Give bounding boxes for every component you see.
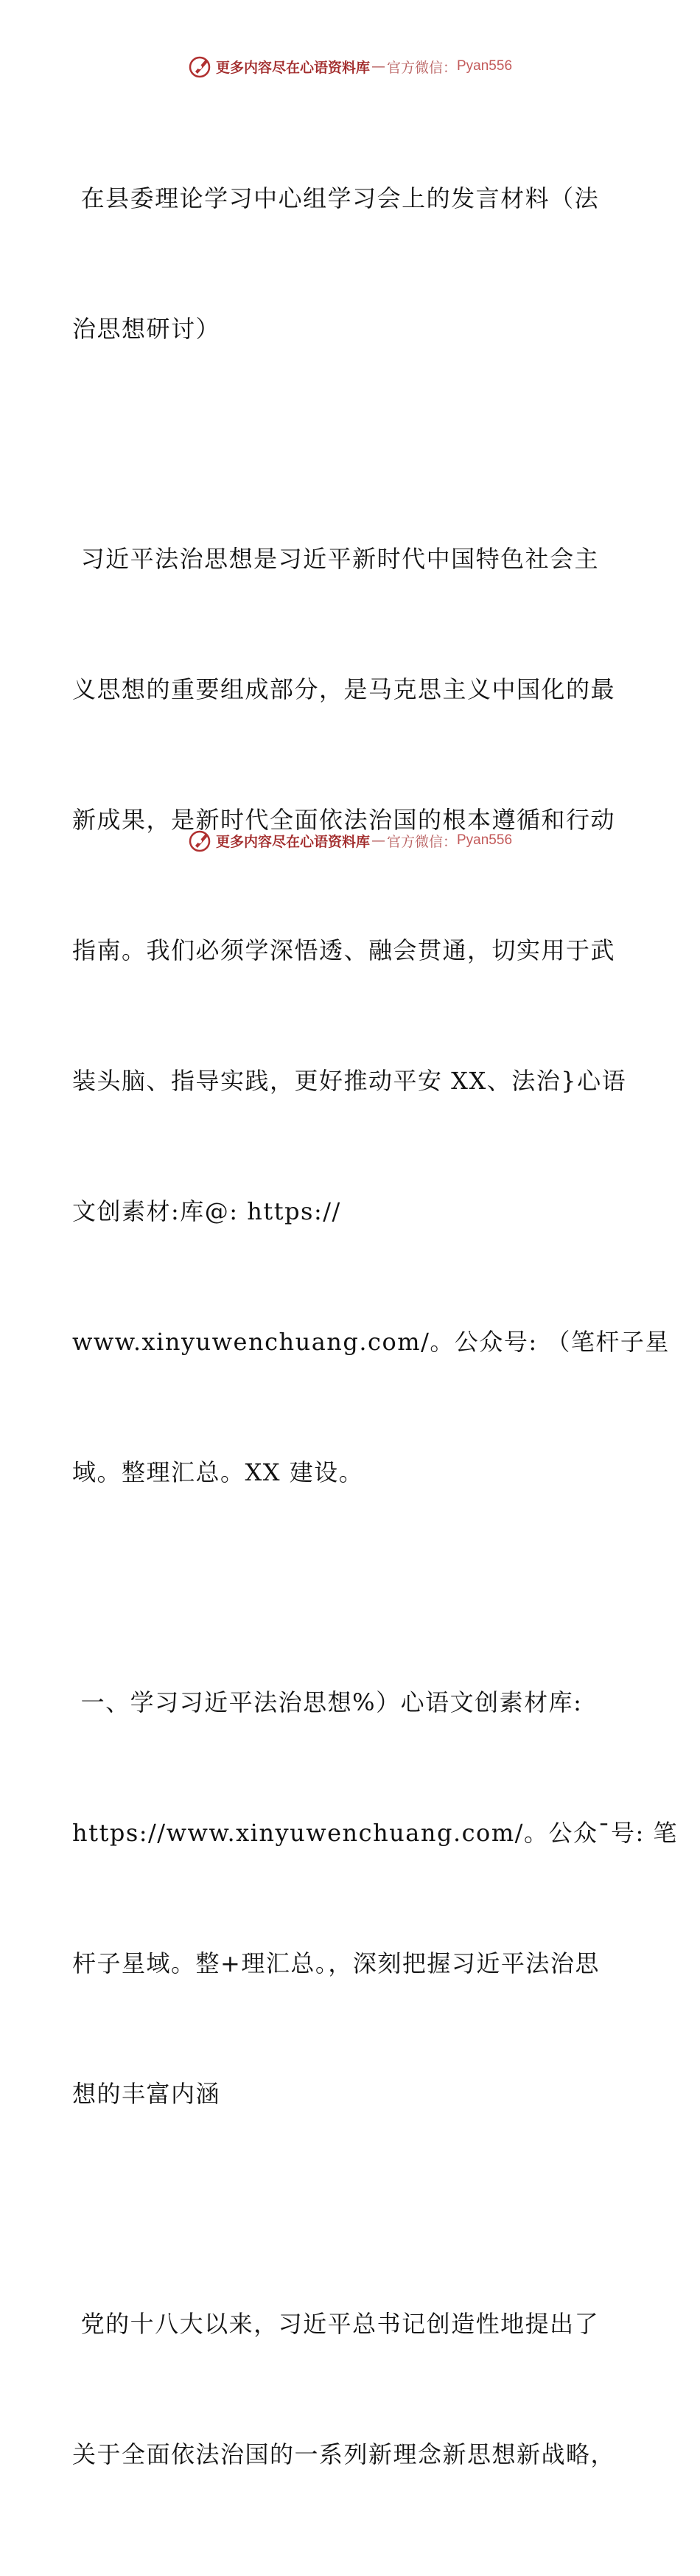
text-line: 关于全面依法治国的一系列新理念新思想新战略， — [72, 2440, 616, 2468]
title-line: 在县委理论学习中心组学习会上的发言材料（法 — [72, 184, 600, 212]
text-line: 党的十八大以来，习近平总书记创造性地提出了 — [72, 2310, 600, 2338]
text-line: 习近平法治思想是习近平新时代中国特色社会主 — [72, 545, 600, 573]
watermark-site-text: 更多内容尽在心语资料库 — [215, 833, 370, 850]
watermark-wechat-id: Pyan556 — [457, 58, 513, 74]
heading-line: 一、学习习近平法治思想%）心语文创素材库: — [72, 1688, 583, 1716]
watermark-banner-bottom — [0, 826, 700, 855]
heading-line: 杆子星域。整+理汇总。，深刻把握习近平法治思 — [72, 1949, 600, 1977]
title-line: 治思想研讨） — [72, 315, 221, 343]
document-body — [72, 90, 678, 2576]
section-heading-1 — [72, 1594, 678, 2203]
watermark-wechat-id: Pyan556 — [457, 832, 513, 848]
watermark-wechat-label: 官方微信： — [386, 59, 457, 76]
watermark-site-text: 更多内容尽在心语资料库 — [215, 59, 370, 76]
watermark-wechat-label: 官方微信： — [386, 833, 457, 850]
text-line: 义思想的重要组成部分，是马克思主义中国化的最 — [72, 675, 616, 703]
pen-logo-icon — [188, 828, 213, 853]
text-line: 新成果，是新时代全面依法治国的根本遵循和行动 — [72, 806, 616, 834]
watermark-separator: — — [371, 58, 385, 74]
watermark-banner-top — [0, 52, 700, 81]
text-line: www.xinyuwenchuang.com/。公众号: （笔杆子星 — [72, 1328, 670, 1356]
pen-logo-icon — [188, 54, 213, 79]
text-line: 装头脑、指导实践，更好推动平安 XX、法治}心语 — [72, 1067, 627, 1095]
text-line: 文创素材:库@: https:// — [72, 1197, 341, 1225]
heading-line: 想的丰富内涵 — [72, 2080, 221, 2108]
heading-line: https://www.xinyuwenchuang.com/。公众¯号: 笔 — [72, 1819, 678, 1847]
watermark-separator: — — [371, 832, 385, 849]
text-line: 域。整理汇总。XX 建设。 — [72, 1458, 364, 1486]
paragraph-2 — [72, 2215, 632, 2563]
paragraph-intro — [72, 450, 670, 1581]
text-line: 指南。我们必须学深悟透、融会贯通，切实用于武 — [72, 936, 616, 964]
document-title — [72, 90, 632, 438]
